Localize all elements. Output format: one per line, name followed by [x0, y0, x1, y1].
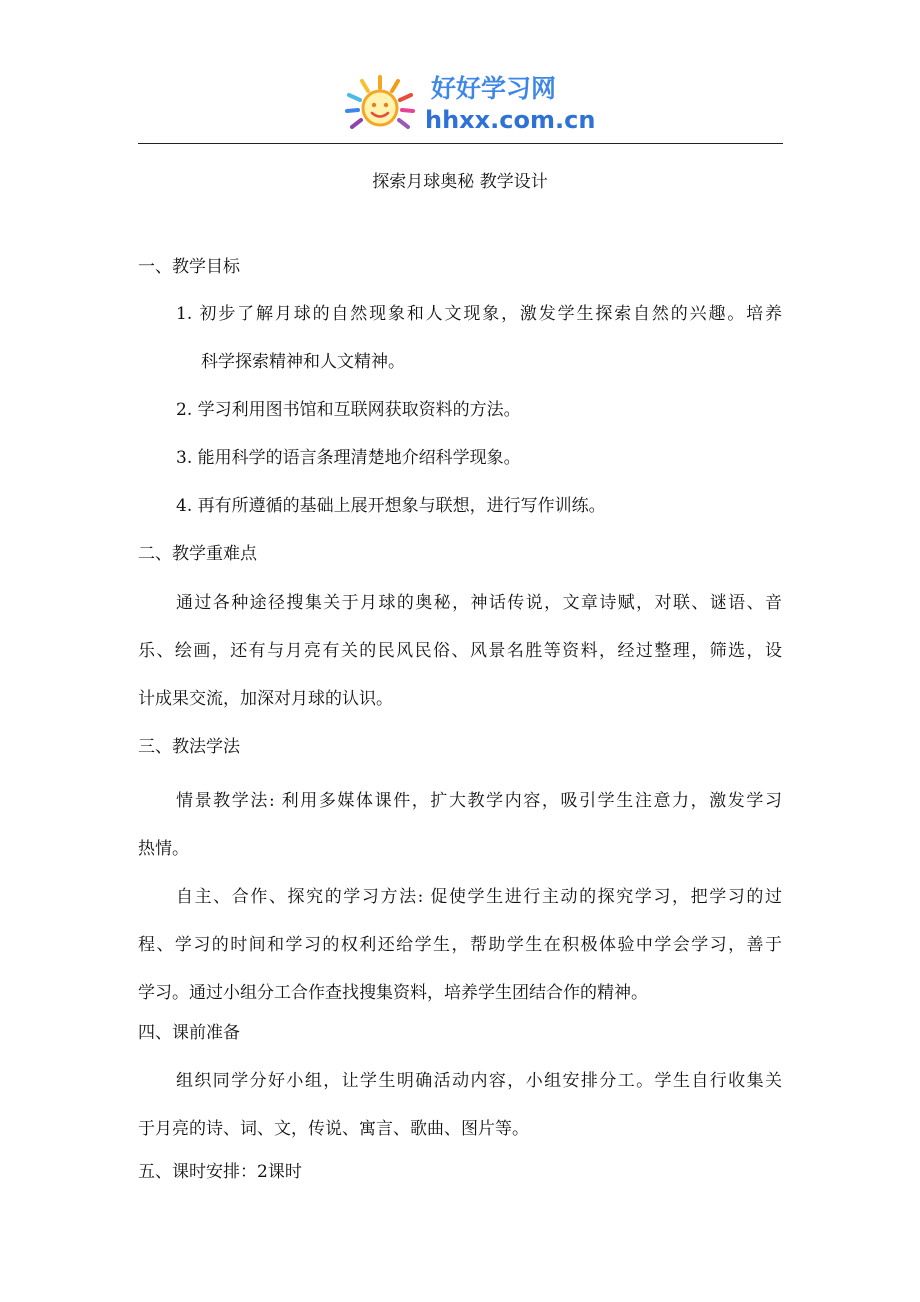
header-divider — [138, 143, 783, 144]
objective-item-1-line-2: 科学探索精神和人文精神。 — [201, 352, 405, 372]
objective-item-4: 4. 再有所遵循的基础上展开想象与联想，进行写作训练。 — [176, 496, 606, 516]
section-heading-methods: 三、教法学法 — [138, 737, 240, 757]
logo-site-name: 好好学习网 — [431, 74, 557, 103]
key-points-paragraph-line-2: 乐、绘画，还有与月亮有关的民风民俗、风景名胜等资料，经过整理，筛选，设 — [138, 641, 782, 661]
section-heading-objectives: 一、教学目标 — [138, 257, 240, 277]
section-heading-schedule: 五、课时安排：2课时 — [138, 1162, 302, 1182]
section-heading-preparation: 四、课前准备 — [138, 1023, 240, 1043]
methods-paragraph-2-line-3: 学习。通过小组分工合作查找搜集资料，培养学生团结合作的精神。 — [138, 983, 648, 1003]
methods-paragraph-2-line-2: 程、学习的时间和学习的权利还给学生，帮助学生在积极体验中学会学习，善于 — [138, 935, 782, 955]
logo-site-url: hhxx.com.cn — [425, 106, 596, 134]
key-points-paragraph-line-1: 通过各种途径搜集关于月球的奥秘，神话传说，文章诗赋，对联、谜语、音 — [176, 593, 782, 613]
objective-item-1-line-1: 1. 初步了解月球的自然现象和人文现象，激发学生探索自然的兴趣。培养 — [176, 304, 782, 324]
objective-item-2: 2. 学习利用图书馆和互联网获取资料的方法。 — [176, 400, 521, 420]
methods-paragraph-2-line-1: 自主、合作、探究的学习方法: 促使学生进行主动的探究学习，把学习的过 — [176, 887, 782, 907]
sun-logo-icon — [344, 74, 416, 134]
preparation-paragraph-line-1: 组织同学分好小组，让学生明确活动内容，小组安排分工。学生自行收集关 — [176, 1071, 782, 1091]
preparation-paragraph-line-2: 于月亮的诗、词、文，传说、寓言、歌曲、图片等。 — [138, 1119, 529, 1139]
objective-item-3: 3. 能用科学的语言条理清楚地介绍科学现象。 — [176, 448, 521, 468]
key-points-paragraph-line-3: 计成果交流，加深对月球的认识。 — [138, 689, 393, 709]
section-heading-key-points: 二、教学重难点 — [138, 544, 257, 564]
methods-paragraph-1-line-2: 热情。 — [138, 839, 189, 859]
page-header — [0, 0, 920, 150]
document-title: 探索月球奥秘 教学设计 — [372, 172, 548, 192]
methods-paragraph-1-line-1: 情景教学法: 利用多媒体课件，扩大教学内容，吸引学生注意力，激发学习 — [176, 791, 782, 811]
